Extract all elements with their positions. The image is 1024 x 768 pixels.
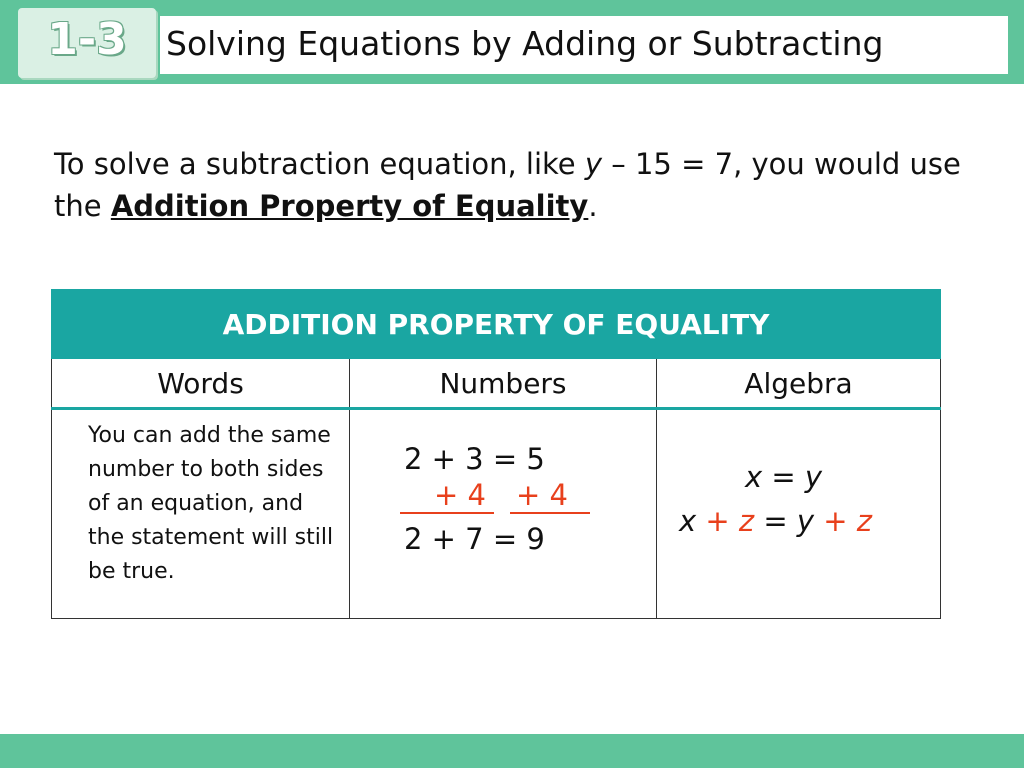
algebra-x: x (745, 460, 763, 494)
column-header-algebra: Algebra (657, 359, 941, 409)
intro-text-3: . (588, 189, 598, 223)
algebra-line-1 (745, 460, 822, 494)
algebra-y-2: y (796, 504, 815, 538)
algebra-cell (657, 409, 941, 619)
title-bar (160, 16, 1008, 74)
algebra-plus-z-left: + z (705, 504, 755, 538)
property-table (51, 289, 941, 619)
property-name: Addition Property of Equality (110, 189, 589, 223)
intro-paragraph (54, 143, 984, 227)
algebra-y: y (804, 460, 823, 494)
algebra-line-2 (679, 504, 872, 538)
words-cell (52, 409, 350, 619)
numbers-underline-left (400, 512, 494, 514)
algebra-equals: = (762, 460, 805, 494)
lesson-number: 1-3 (47, 14, 127, 65)
numbers-line-3: 2 + 7 = 9 (404, 522, 545, 556)
header-bar (0, 0, 1024, 84)
intro-text-2: – 15 = 7, you would use the (54, 147, 961, 223)
algebra-plus-z-right: + z (823, 504, 873, 538)
intro-variable-y: y (584, 147, 603, 181)
intro-text-1: To solve a subtraction equation, like (54, 147, 585, 181)
numbers-underline-right (510, 512, 590, 514)
column-header-numbers: Numbers (350, 359, 657, 409)
table-title: ADDITION PROPERTY OF EQUALITY (52, 290, 941, 359)
numbers-line-1: 2 + 3 = 5 (404, 442, 545, 476)
footer-bar (0, 734, 1024, 768)
page-title: Solving Equations by Adding or Subtracting (166, 24, 884, 63)
numbers-cell (350, 409, 657, 619)
words-text: You can add the same number to both sides of an equation, and the statement will still be true. (88, 423, 334, 584)
lesson-badge (18, 8, 156, 78)
algebra-equals-2: = (754, 504, 797, 538)
algebra-x-2: x (679, 504, 697, 538)
numbers-add-right: + 4 (516, 478, 568, 512)
numbers-add-left: + 4 (434, 478, 486, 512)
column-header-words: Words (52, 359, 350, 409)
